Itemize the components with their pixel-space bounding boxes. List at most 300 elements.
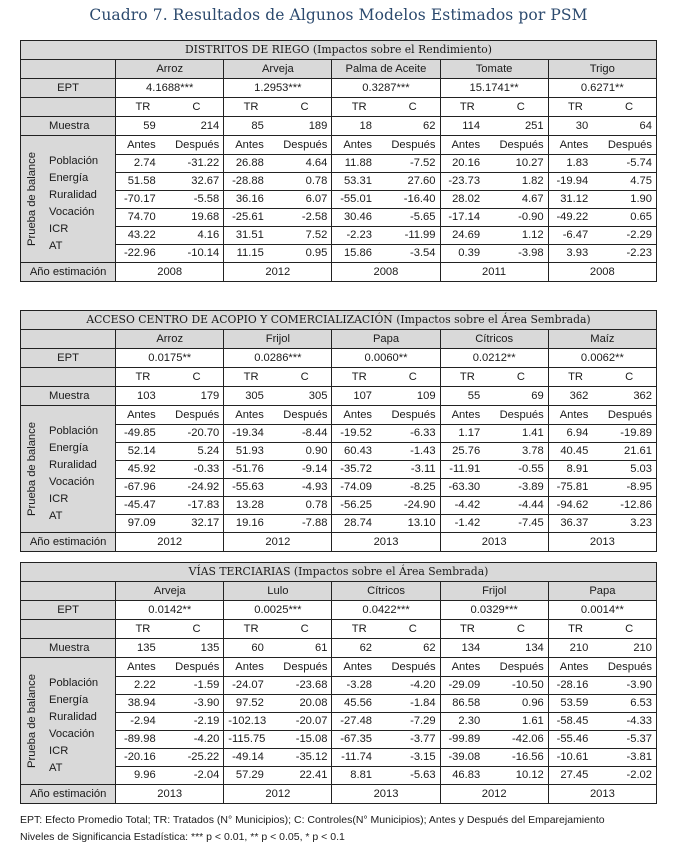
- despues-value: -2.23: [602, 245, 656, 263]
- despues-value: 0.78: [278, 173, 332, 191]
- antes-value: -6.47: [548, 227, 602, 245]
- despues-value: -2.58: [278, 209, 332, 227]
- c-count: 251: [494, 117, 548, 136]
- balance-variable-label: ICR: [49, 223, 69, 235]
- antes-value: 97.09: [116, 515, 170, 533]
- year-value: 2013: [332, 785, 440, 804]
- tr-header: TR: [332, 620, 386, 639]
- antes-value: -2.23: [332, 227, 386, 245]
- tr-count: 30: [548, 117, 602, 136]
- antes-value: 11.88: [332, 155, 386, 173]
- antes-header: Antes: [332, 658, 386, 677]
- antes-value: 20.16: [440, 155, 494, 173]
- despues-value: -2.04: [170, 767, 224, 785]
- despues-value: -4.20: [386, 677, 440, 695]
- antes-value: 15.86: [332, 245, 386, 263]
- c-header: C: [170, 620, 224, 639]
- despues-value: 32.67: [170, 173, 224, 191]
- antes-value: -70.17: [116, 191, 170, 209]
- balance-vertical-label: Prueba de balance: [26, 674, 38, 768]
- tr-count: 85: [224, 117, 278, 136]
- muestra-label: Muestra: [21, 639, 116, 658]
- despues-header: Después: [602, 136, 656, 155]
- results-table-section-1: [20, 40, 657, 282]
- footnote-abbreviations: EPT: Efecto Promedio Total; TR: Tratados (N° Municipios); C: Controles(N° Municipios); Antes y Después del Emparejamiento: [20, 814, 605, 826]
- despues-value: 0.95: [278, 245, 332, 263]
- crop-header: Maíz: [548, 330, 656, 349]
- antes-value: 8.91: [548, 461, 602, 479]
- despues-value: 19.68: [170, 209, 224, 227]
- antes-value: -28.16: [548, 677, 602, 695]
- despues-value: -10.50: [494, 677, 548, 695]
- year-value: 2008: [548, 263, 656, 282]
- c-header: C: [170, 368, 224, 387]
- tr-count: 305: [224, 387, 278, 406]
- tr-header: TR: [548, 620, 602, 639]
- antes-header: Antes: [440, 658, 494, 677]
- despues-header: Después: [494, 658, 548, 677]
- antes-value: -102.13: [224, 713, 278, 731]
- tr-header: TR: [440, 620, 494, 639]
- antes-value: -89.98: [116, 731, 170, 749]
- antes-value: 27.45: [548, 767, 602, 785]
- despues-value: 4.64: [278, 155, 332, 173]
- crop-header: Trigo: [548, 60, 656, 79]
- year-value: 2013: [440, 533, 548, 552]
- ept-value: 0.0286***: [224, 349, 332, 368]
- antes-value: 30.46: [332, 209, 386, 227]
- despues-value: 5.03: [602, 461, 656, 479]
- balance-variable-label: Energía: [49, 172, 89, 184]
- tr-header: TR: [224, 620, 278, 639]
- despues-value: -5.63: [386, 767, 440, 785]
- despues-value: -1.84: [386, 695, 440, 713]
- balance-variable-label: AT: [49, 240, 63, 252]
- ept-value: 0.6271**: [548, 79, 656, 98]
- balance-variable-label: AT: [49, 510, 63, 522]
- despues-header: Después: [170, 658, 224, 677]
- corner-cell: [21, 582, 116, 601]
- year-value: 2013: [548, 785, 656, 804]
- year-value: 2008: [116, 263, 224, 282]
- despues-header: Después: [386, 406, 440, 425]
- antes-value: 53.59: [548, 695, 602, 713]
- balance-variable-label: AT: [49, 762, 63, 774]
- despues-value: -2.02: [602, 767, 656, 785]
- despues-value: 6.07: [278, 191, 332, 209]
- c-count: 134: [494, 639, 548, 658]
- c-count: 135: [170, 639, 224, 658]
- antes-value: -27.48: [332, 713, 386, 731]
- despues-header: Después: [494, 136, 548, 155]
- despues-value: -24.92: [170, 479, 224, 497]
- antes-header: Antes: [548, 658, 602, 677]
- results-table-section-3: [20, 562, 657, 804]
- balance-variable-label: Ruralidad: [49, 459, 97, 471]
- antes-value: -39.08: [440, 749, 494, 767]
- antes-value: -67.35: [332, 731, 386, 749]
- antes-value: 28.74: [332, 515, 386, 533]
- antes-value: -115.75: [224, 731, 278, 749]
- ept-value: 4.1688***: [116, 79, 224, 98]
- antes-value: 26.88: [224, 155, 278, 173]
- c-count: 64: [602, 117, 656, 136]
- ept-value: 0.0060**: [332, 349, 440, 368]
- balance-variable-label: Ruralidad: [49, 711, 97, 723]
- crop-header: Cítricos: [332, 582, 440, 601]
- antes-value: 74.70: [116, 209, 170, 227]
- antes-value: -25.61: [224, 209, 278, 227]
- antes-value: 8.81: [332, 767, 386, 785]
- antes-value: 2.22: [116, 677, 170, 695]
- crop-header: Arroz: [116, 60, 224, 79]
- c-header: C: [278, 368, 332, 387]
- despues-value: -0.90: [494, 209, 548, 227]
- despues-header: Después: [602, 406, 656, 425]
- crop-header: Lulo: [224, 582, 332, 601]
- crop-header: Arveja: [224, 60, 332, 79]
- ept-value: 0.0142**: [116, 601, 224, 620]
- antes-value: -99.89: [440, 731, 494, 749]
- ept-value: 0.0175**: [116, 349, 224, 368]
- c-header: C: [278, 98, 332, 117]
- antes-value: 36.37: [548, 515, 602, 533]
- crop-header: Papa: [548, 582, 656, 601]
- muestra-spacer: [21, 98, 116, 117]
- year-value: 2012: [116, 533, 224, 552]
- section-title: ACCESO CENTRO DE ACOPIO Y COMERCIALIZACIÓN (Impactos sobre el Área Sembrada): [21, 311, 657, 330]
- c-header: C: [278, 620, 332, 639]
- tr-header: TR: [224, 368, 278, 387]
- despues-value: -5.37: [602, 731, 656, 749]
- antes-value: -55.46: [548, 731, 602, 749]
- despues-value: -19.89: [602, 425, 656, 443]
- antes-value: -22.96: [116, 245, 170, 263]
- antes-value: 97.52: [224, 695, 278, 713]
- antes-value: 25.76: [440, 443, 494, 461]
- despues-value: -16.40: [386, 191, 440, 209]
- despues-value: 7.52: [278, 227, 332, 245]
- tr-count: 107: [332, 387, 386, 406]
- antes-value: -10.61: [548, 749, 602, 767]
- tr-header: TR: [116, 620, 170, 639]
- antes-value: -28.88: [224, 173, 278, 191]
- ept-label: EPT: [21, 349, 116, 368]
- antes-value: -58.45: [548, 713, 602, 731]
- balance-vertical-label: Prueba de balance: [26, 152, 38, 246]
- muestra-label: Muestra: [21, 387, 116, 406]
- c-header: C: [602, 98, 656, 117]
- antes-value: 6.94: [548, 425, 602, 443]
- despues-value: -5.58: [170, 191, 224, 209]
- c-count: 362: [602, 387, 656, 406]
- antes-value: -19.52: [332, 425, 386, 443]
- despues-value: -8.44: [278, 425, 332, 443]
- antes-value: 31.51: [224, 227, 278, 245]
- despues-header: Después: [278, 658, 332, 677]
- table-title: Cuadro 7. Resultados de Algunos Modelos Estimados por PSM: [89, 6, 588, 24]
- antes-value: 43.22: [116, 227, 170, 245]
- antes-header: Antes: [224, 658, 278, 677]
- despues-header: Después: [170, 406, 224, 425]
- antes-header: Antes: [224, 136, 278, 155]
- tr-header: TR: [332, 368, 386, 387]
- despues-value: -8.95: [602, 479, 656, 497]
- despues-value: -9.14: [278, 461, 332, 479]
- despues-value: 10.12: [494, 767, 548, 785]
- tr-header: TR: [440, 368, 494, 387]
- antes-value: -49.22: [548, 209, 602, 227]
- despues-value: 0.96: [494, 695, 548, 713]
- year-value: 2013: [332, 533, 440, 552]
- tr-count: 103: [116, 387, 170, 406]
- muestra-spacer: [21, 620, 116, 639]
- crop-header: Frijol: [224, 330, 332, 349]
- antes-value: 60.43: [332, 443, 386, 461]
- crop-header: Papa: [332, 330, 440, 349]
- despues-value: -42.06: [494, 731, 548, 749]
- balance-label-cell: [21, 658, 116, 785]
- tr-count: 362: [548, 387, 602, 406]
- c-header: C: [170, 98, 224, 117]
- despues-value: 4.67: [494, 191, 548, 209]
- antes-value: 31.12: [548, 191, 602, 209]
- despues-value: 13.10: [386, 515, 440, 533]
- antes-value: -55.63: [224, 479, 278, 497]
- antes-value: -11.91: [440, 461, 494, 479]
- antes-value: 1.17: [440, 425, 494, 443]
- antes-value: -51.76: [224, 461, 278, 479]
- despues-value: -20.70: [170, 425, 224, 443]
- tr-count: 59: [116, 117, 170, 136]
- balance-variable-label: Ruralidad: [49, 189, 97, 201]
- c-count: 305: [278, 387, 332, 406]
- despues-value: -7.45: [494, 515, 548, 533]
- antes-value: 9.96: [116, 767, 170, 785]
- c-count: 61: [278, 639, 332, 658]
- despues-header: Después: [170, 136, 224, 155]
- antes-header: Antes: [224, 406, 278, 425]
- despues-value: -23.68: [278, 677, 332, 695]
- despues-value: -20.07: [278, 713, 332, 731]
- despues-value: 5.24: [170, 443, 224, 461]
- balance-variable-label: Población: [49, 155, 99, 167]
- antes-value: 24.69: [440, 227, 494, 245]
- despues-value: -1.43: [386, 443, 440, 461]
- tr-count: 210: [548, 639, 602, 658]
- balance-variable-label: Vocación: [49, 728, 95, 740]
- tr-count: 114: [440, 117, 494, 136]
- despues-value: -3.11: [386, 461, 440, 479]
- year-value: 2012: [224, 533, 332, 552]
- results-table-section-2: [20, 310, 657, 552]
- balance-variable-label: ICR: [49, 493, 69, 505]
- despues-value: 27.60: [386, 173, 440, 191]
- despues-value: -4.33: [602, 713, 656, 731]
- ept-value: 0.0329***: [440, 601, 548, 620]
- antes-value: -56.25: [332, 497, 386, 515]
- antes-header: Antes: [548, 136, 602, 155]
- despues-value: -3.90: [602, 677, 656, 695]
- despues-value: -4.93: [278, 479, 332, 497]
- antes-value: 11.15: [224, 245, 278, 263]
- despues-value: -3.54: [386, 245, 440, 263]
- c-count: 214: [170, 117, 224, 136]
- antes-value: -49.85: [116, 425, 170, 443]
- despues-value: -12.86: [602, 497, 656, 515]
- c-header: C: [386, 98, 440, 117]
- year-value: 2011: [440, 263, 548, 282]
- section-title: DISTRITOS DE RIEGO (Impactos sobre el Rendimiento): [21, 41, 657, 60]
- year-value: 2013: [116, 785, 224, 804]
- antes-value: 51.58: [116, 173, 170, 191]
- antes-value: -17.14: [440, 209, 494, 227]
- despues-value: -5.74: [602, 155, 656, 173]
- despues-value: -24.90: [386, 497, 440, 515]
- antes-value: 1.83: [548, 155, 602, 173]
- tr-header: TR: [548, 98, 602, 117]
- despues-header: Después: [602, 658, 656, 677]
- despues-header: Después: [386, 136, 440, 155]
- despues-value: -15.08: [278, 731, 332, 749]
- year-value: 2008: [332, 263, 440, 282]
- antes-value: -55.01: [332, 191, 386, 209]
- despues-value: 10.27: [494, 155, 548, 173]
- antes-value: 3.93: [548, 245, 602, 263]
- despues-value: 0.78: [278, 497, 332, 515]
- despues-value: 4.75: [602, 173, 656, 191]
- despues-header: Después: [494, 406, 548, 425]
- balance-variable-label: ICR: [49, 745, 69, 757]
- antes-value: 45.56: [332, 695, 386, 713]
- despues-value: -0.55: [494, 461, 548, 479]
- antes-value: -23.73: [440, 173, 494, 191]
- balance-variable-label: Vocación: [49, 476, 95, 488]
- despues-value: 1.12: [494, 227, 548, 245]
- year-value: 2012: [224, 785, 332, 804]
- crop-header: Tomate: [440, 60, 548, 79]
- ept-value: 1.2953***: [224, 79, 332, 98]
- antes-value: -63.30: [440, 479, 494, 497]
- year-value: 2013: [548, 533, 656, 552]
- antes-value: 2.30: [440, 713, 494, 731]
- despues-value: 0.65: [602, 209, 656, 227]
- ept-label: EPT: [21, 79, 116, 98]
- section-title: VÍAS TERCIARIAS (Impactos sobre el Área Sembrada): [21, 563, 657, 582]
- ept-label: EPT: [21, 601, 116, 620]
- despues-value: -5.65: [386, 209, 440, 227]
- despues-value: 32.17: [170, 515, 224, 533]
- despues-value: -16.56: [494, 749, 548, 767]
- despues-value: 4.16: [170, 227, 224, 245]
- antes-value: -49.14: [224, 749, 278, 767]
- despues-value: 3.78: [494, 443, 548, 461]
- table-footnote: [20, 812, 605, 846]
- muestra-label: Muestra: [21, 117, 116, 136]
- antes-value: 36.16: [224, 191, 278, 209]
- tr-count: 18: [332, 117, 386, 136]
- antes-value: -4.42: [440, 497, 494, 515]
- c-header: C: [602, 620, 656, 639]
- despues-value: -0.33: [170, 461, 224, 479]
- c-count: 62: [386, 639, 440, 658]
- despues-value: -10.14: [170, 245, 224, 263]
- ept-value: 0.0212**: [440, 349, 548, 368]
- despues-header: Después: [278, 406, 332, 425]
- year-value: 2012: [440, 785, 548, 804]
- antes-value: 45.92: [116, 461, 170, 479]
- corner-cell: [21, 60, 116, 79]
- tr-count: 62: [332, 639, 386, 658]
- tr-count: 55: [440, 387, 494, 406]
- crop-header: Palma de Aceite: [332, 60, 440, 79]
- tr-header: TR: [116, 368, 170, 387]
- antes-value: -74.09: [332, 479, 386, 497]
- c-count: 109: [386, 387, 440, 406]
- despues-value: -3.89: [494, 479, 548, 497]
- balance-variable-label: Población: [49, 677, 99, 689]
- antes-header: Antes: [332, 406, 386, 425]
- c-header: C: [494, 620, 548, 639]
- antes-header: Antes: [116, 406, 170, 425]
- despues-value: -3.77: [386, 731, 440, 749]
- antes-value: 38.94: [116, 695, 170, 713]
- despues-value: 6.53: [602, 695, 656, 713]
- ept-value: 0.0422***: [332, 601, 440, 620]
- crop-header: Arroz: [116, 330, 224, 349]
- despues-value: -3.90: [170, 695, 224, 713]
- despues-value: 20.08: [278, 695, 332, 713]
- antes-value: -19.34: [224, 425, 278, 443]
- despues-value: -35.12: [278, 749, 332, 767]
- despues-value: -6.33: [386, 425, 440, 443]
- tr-header: TR: [224, 98, 278, 117]
- antes-value: 28.02: [440, 191, 494, 209]
- antes-value: 86.58: [440, 695, 494, 713]
- antes-value: -20.16: [116, 749, 170, 767]
- c-header: C: [386, 368, 440, 387]
- tr-header: TR: [548, 368, 602, 387]
- despues-value: 1.41: [494, 425, 548, 443]
- despues-value: 1.90: [602, 191, 656, 209]
- corner-cell: [21, 330, 116, 349]
- antes-header: Antes: [116, 658, 170, 677]
- despues-value: -17.83: [170, 497, 224, 515]
- antes-value: 2.74: [116, 155, 170, 173]
- tr-header: TR: [332, 98, 386, 117]
- despues-value: -8.25: [386, 479, 440, 497]
- antes-value: 52.14: [116, 443, 170, 461]
- antes-value: -45.47: [116, 497, 170, 515]
- despues-value: -25.22: [170, 749, 224, 767]
- antes-value: 51.93: [224, 443, 278, 461]
- antes-value: -19.94: [548, 173, 602, 191]
- muestra-spacer: [21, 368, 116, 387]
- despues-value: -4.44: [494, 497, 548, 515]
- ept-value: 0.0014**: [548, 601, 656, 620]
- despues-value: -4.20: [170, 731, 224, 749]
- anio-estimacion-label: Año estimación: [21, 263, 116, 282]
- balance-label-cell: [21, 406, 116, 533]
- antes-header: Antes: [440, 136, 494, 155]
- antes-header: Antes: [332, 136, 386, 155]
- despues-value: 3.23: [602, 515, 656, 533]
- c-header: C: [602, 368, 656, 387]
- tr-header: TR: [116, 98, 170, 117]
- despues-value: -11.99: [386, 227, 440, 245]
- c-count: 69: [494, 387, 548, 406]
- despues-header: Después: [278, 136, 332, 155]
